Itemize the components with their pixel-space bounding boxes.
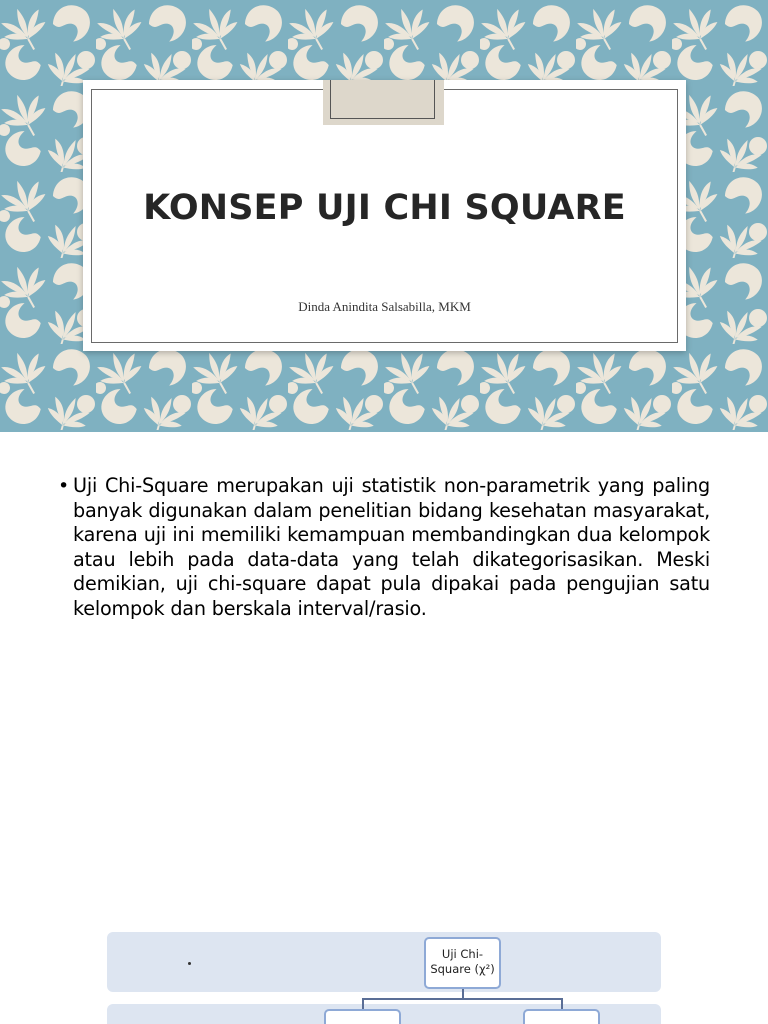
diagram-node-root-line1: Uji Chi- bbox=[441, 947, 484, 961]
bullet-marker: • bbox=[58, 475, 70, 497]
connector-horizontal bbox=[362, 998, 562, 1000]
diagram-dot bbox=[188, 962, 191, 965]
diagram-node-root-line2: Square (χ²) bbox=[430, 962, 495, 976]
connector-vertical-right bbox=[561, 998, 563, 1009]
connector-vertical-root bbox=[462, 989, 464, 998]
diagram-node-right bbox=[523, 1009, 600, 1024]
title-card bbox=[83, 80, 686, 351]
title-slide bbox=[0, 0, 768, 432]
diagram-node-left bbox=[324, 1009, 401, 1024]
title-tab-frame bbox=[330, 80, 435, 119]
slide-title: KONSEP UJI CHI SQUARE bbox=[143, 188, 626, 228]
diagram-node-root bbox=[424, 937, 501, 989]
text-slide bbox=[0, 432, 768, 912]
connector-vertical-left bbox=[362, 998, 364, 1009]
slide-subtitle: Dinda Anindita Salsabilla, MKM bbox=[298, 299, 471, 314]
bullet-item bbox=[58, 474, 710, 621]
title-tab bbox=[323, 80, 444, 125]
diagram-slide bbox=[0, 912, 768, 1024]
bullet-paragraph: Uji Chi-Square merupakan uji statistik non-parametrik yang paling banyak digunakan dalam penelitian bidang kesehatan masyarakat, karena uji ini memiliki kemampuan membandingkan dua kelompok atau lebih pada data-data yang telah dikategorisasikan. Meski demikian, uji chi-square dapat pula dipakai pada pengujian satu kelompok dan berskala interval/rasio. bbox=[73, 474, 710, 620]
